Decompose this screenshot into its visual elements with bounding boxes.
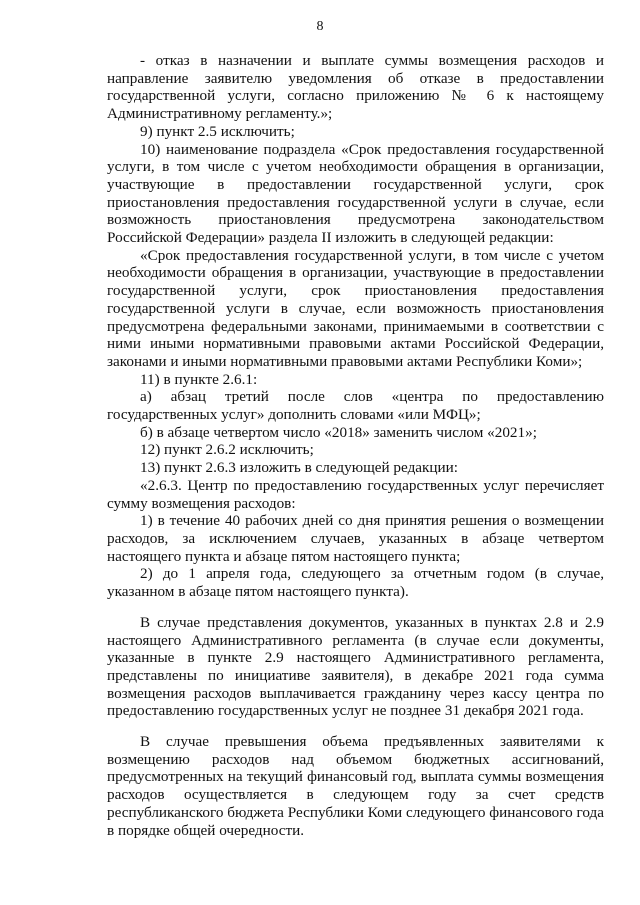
document-body (107, 52, 604, 839)
paragraph-item-11-b: б) в абзаце четвертом число «2018» заменить числом «2021»; (140, 423, 537, 441)
paragraph-item-10: 10) наименование подраздела «Срок предоставления государственной услуги, в том числе с учетом необходимости обращения в организации, участвующие в предоставлении государственной услуги, срок приостановления предоставления государственной услуги в случае, если возможность приостановления предусмотрена законодательством Российской Федерации» раздела II изложить в следующей редакции: (107, 140, 604, 247)
paragraph-clause-2-6-3-2: 2) до 1 апреля года, следующего за отчетным годом (в случае, указанном в абзаце пятом настоящего пункта). (107, 565, 604, 601)
paragraph-new-subsection-title: «Срок предоставления государственной услуги, в том числе с учетом необходимости обращения в организации, участвующие в предоставлении государственной услуги, срок приостановления предоставления государственной услуги в случае, если возможность приостановления предусмотрена федеральными законами, принимаемыми в соответствии с ними иными нормативными правовыми актами Российской Федерации, законами и иными нормативными правовыми актами Республики Коми»; (107, 246, 604, 370)
page-number: 8 (316, 19, 324, 34)
paragraph-item-11-a: а) абзац третий после слов «центра по предоставлению государственных услуг» дополнить словами «или МФЦ»; (107, 388, 604, 424)
paragraph-budget-excess: В случае превышения объема предъявленных заявителями к возмещению расходов над объемом бюджетных ассигнований, предусмотренных на текущий финансовый год, выплата суммы возмещения расходов осуществляется в следующем году за счет средств республиканского бюджета Республики Коми следующего финансового года в порядке общей очередности. (107, 733, 604, 839)
paragraph-clause-2-6-3-1: 1) в течение 40 рабочих дней со дня принятия решения о возмещении расходов, за исключением случаев, указанных в абзаце четвертом настоящего пункта и абзаце пятом настоящего пункта; (107, 512, 604, 565)
paragraph-item-12: 12) пункт 2.6.2 исключить; (140, 441, 314, 459)
paragraph-item-11: 11) в пункте 2.6.1: (140, 370, 258, 388)
paragraph-clause-2-6-3: «2.6.3. Центр по предоставлению государственных услуг перечисляет сумму возмещения расходов: (107, 476, 604, 512)
paragraph-item-9: 9) пункт 2.5 исключить; (140, 122, 295, 140)
paragraph-item-13: 13) пункт 2.6.3 изложить в следующей редакции: (140, 459, 459, 477)
paragraph-refusal-notice: - отказ в назначении и выплате суммы возмещения расходов и направление заявителю уведомления об отказе в предоставлении государственной услуги, согласно приложению № 6 к настоящему Административному регламенту.»; (107, 52, 604, 123)
paragraph-december-payment: В случае представления документов, указанных в пунктах 2.8 и 2.9 настоящего Административного регламента (в случае если документы, указанные в пункте 2.9 настоящего Административного регламента, представлены по инициативе заявителя), в декабре 2021 года сумма возмещения расходов выплачивается гражданину через кассу центра по предоставлению государственных услуг не позднее 31 декабря 2021 года. (107, 613, 604, 720)
